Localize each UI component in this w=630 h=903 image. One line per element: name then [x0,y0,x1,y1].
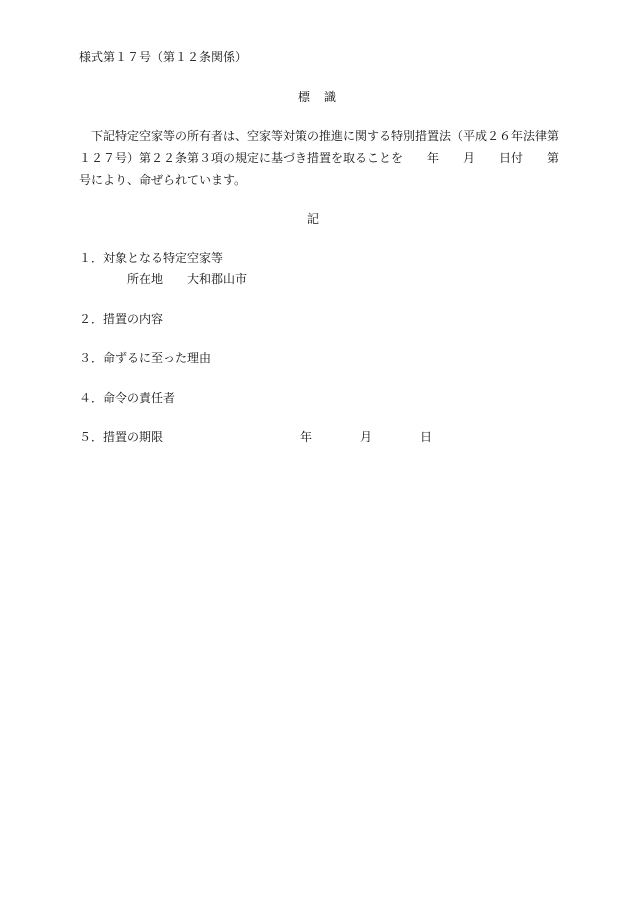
item-1-label: １．対象となる特定空家等 [79,251,224,265]
ki-heading: 記 [307,212,320,226]
document-title: 標 識 [298,90,338,104]
item-3-label: ３．命ずるに至った理由 [79,351,212,365]
item-4-label: ４．命令の責任者 [79,391,176,405]
deadline-year-label: 年 [300,430,313,444]
body-text-line-3: 号により、命ぜられています。 [79,173,247,187]
deadline-day-label: 日 [420,430,433,444]
body-text-line-1: 下記特定空家等の所有者は、空家等対策の推進に関する特別措置法（平成２６年法律第 [79,129,560,143]
body-text-line-2: １２７号）第２２条第３項の規定に基づき措置を取ることを 年 月 日付 第 [79,151,560,165]
deadline-month-label: 月 [360,430,373,444]
item-2-label: ２．措置の内容 [79,312,164,326]
form-number: 様式第１７号（第１２条関係） [79,50,248,64]
item-5-label: ５．措置の期限 [79,430,164,444]
item-1-location: 所在地 大和郡山市 [103,272,248,286]
